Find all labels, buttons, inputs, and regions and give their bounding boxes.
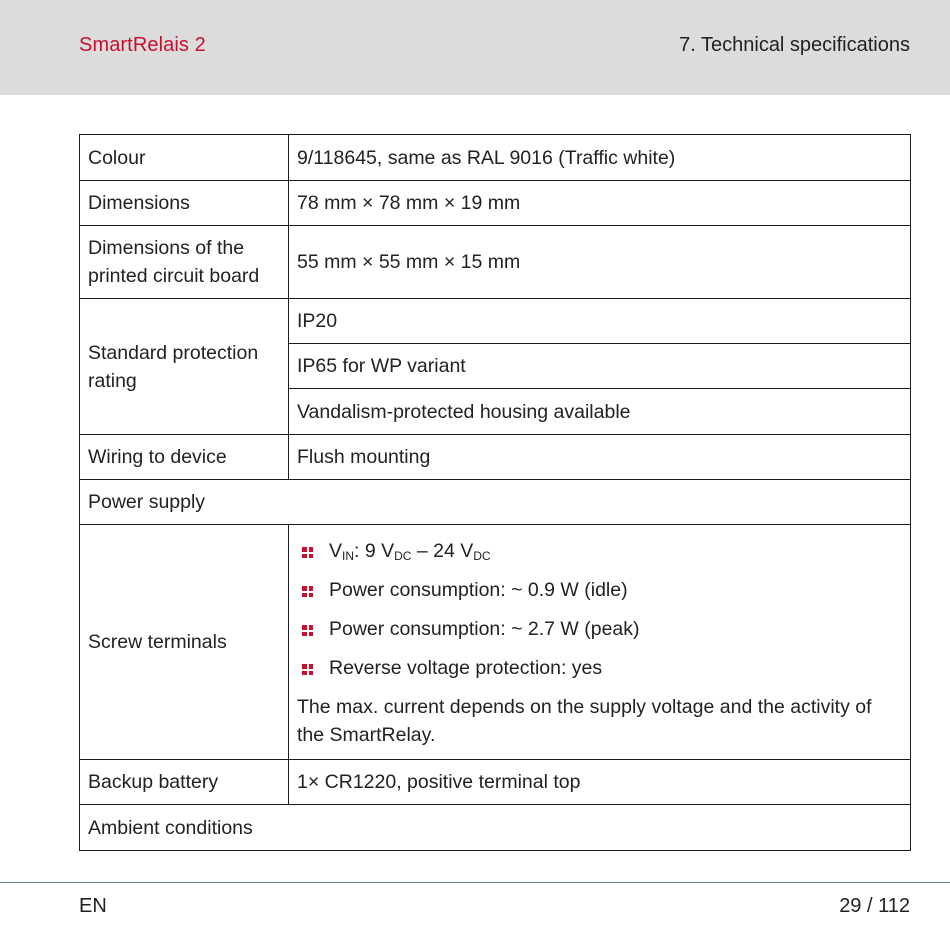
table-row bbox=[80, 480, 911, 525]
value-wiring: Flush mounting bbox=[289, 435, 911, 480]
value-screw-terminals bbox=[289, 525, 911, 760]
page-header bbox=[0, 0, 950, 95]
section-title: 7. Technical specifications bbox=[679, 34, 910, 56]
label-colour: Colour bbox=[80, 135, 289, 181]
table-row bbox=[80, 525, 911, 760]
value-colour: 9/118645, same as RAL 9016 (Traffic white) bbox=[289, 135, 911, 181]
square-grid-bullet-icon bbox=[302, 586, 313, 597]
product-name: SmartRelais 2 bbox=[79, 34, 206, 56]
label-dimensions: Dimensions bbox=[80, 181, 289, 226]
table-row bbox=[80, 226, 911, 299]
value-dimensions: 78 mm × 78 mm × 19 mm bbox=[289, 181, 911, 226]
square-grid-bullet-icon bbox=[302, 664, 313, 675]
label-wiring: Wiring to device bbox=[80, 435, 289, 480]
footer-language: EN bbox=[79, 895, 107, 917]
footer-divider bbox=[0, 882, 950, 883]
bullet-text: Reverse voltage protection: yes bbox=[329, 657, 603, 679]
list-item bbox=[297, 610, 902, 649]
label-backup-battery: Backup battery bbox=[80, 760, 289, 805]
value-pcb-dimensions: 55 mm × 55 mm × 15 mm bbox=[289, 226, 911, 299]
table-row bbox=[80, 805, 911, 851]
page-number: 29 / 112 bbox=[839, 895, 910, 917]
group-ambient-conditions: Ambient conditions bbox=[80, 805, 911, 851]
value-protection-vandalism: Vandalism-protected housing available bbox=[289, 389, 911, 435]
screw-terminal-list bbox=[297, 532, 902, 688]
group-power-supply: Power supply bbox=[80, 480, 911, 525]
list-item bbox=[297, 649, 902, 688]
label-pcb-dimensions: Dimensions of the printed circuit board bbox=[80, 226, 289, 299]
value-backup-battery: 1× CR1220, positive terminal top bbox=[289, 760, 911, 805]
table-row bbox=[80, 760, 911, 805]
table-row bbox=[80, 435, 911, 480]
table-row bbox=[80, 181, 911, 226]
table-row bbox=[80, 299, 911, 344]
list-item bbox=[297, 532, 902, 571]
list-item bbox=[297, 571, 902, 610]
value-protection-ip65: IP65 for WP variant bbox=[289, 344, 911, 389]
bullet-text: Power consumption: ~ 2.7 W (peak) bbox=[329, 618, 640, 640]
vin-text: $V_{IN}$: 9 $V_{DC} - 24$ $V_{DC}$ bbox=[329, 540, 491, 563]
bullet-text: Power consumption: ~ 0.9 W (idle) bbox=[329, 579, 628, 601]
spec-table bbox=[79, 134, 911, 851]
screw-terminal-note: The max. current depends on the supply voltage and the activity of the SmartRelay. bbox=[297, 696, 872, 746]
table-row bbox=[80, 135, 911, 181]
label-protection-rating: Standard protection rating bbox=[80, 299, 289, 435]
square-grid-bullet-icon bbox=[302, 625, 313, 636]
square-grid-bullet-icon bbox=[302, 547, 313, 558]
label-screw-terminals: Screw terminals bbox=[80, 525, 289, 760]
value-protection-ip20: IP20 bbox=[289, 299, 911, 344]
